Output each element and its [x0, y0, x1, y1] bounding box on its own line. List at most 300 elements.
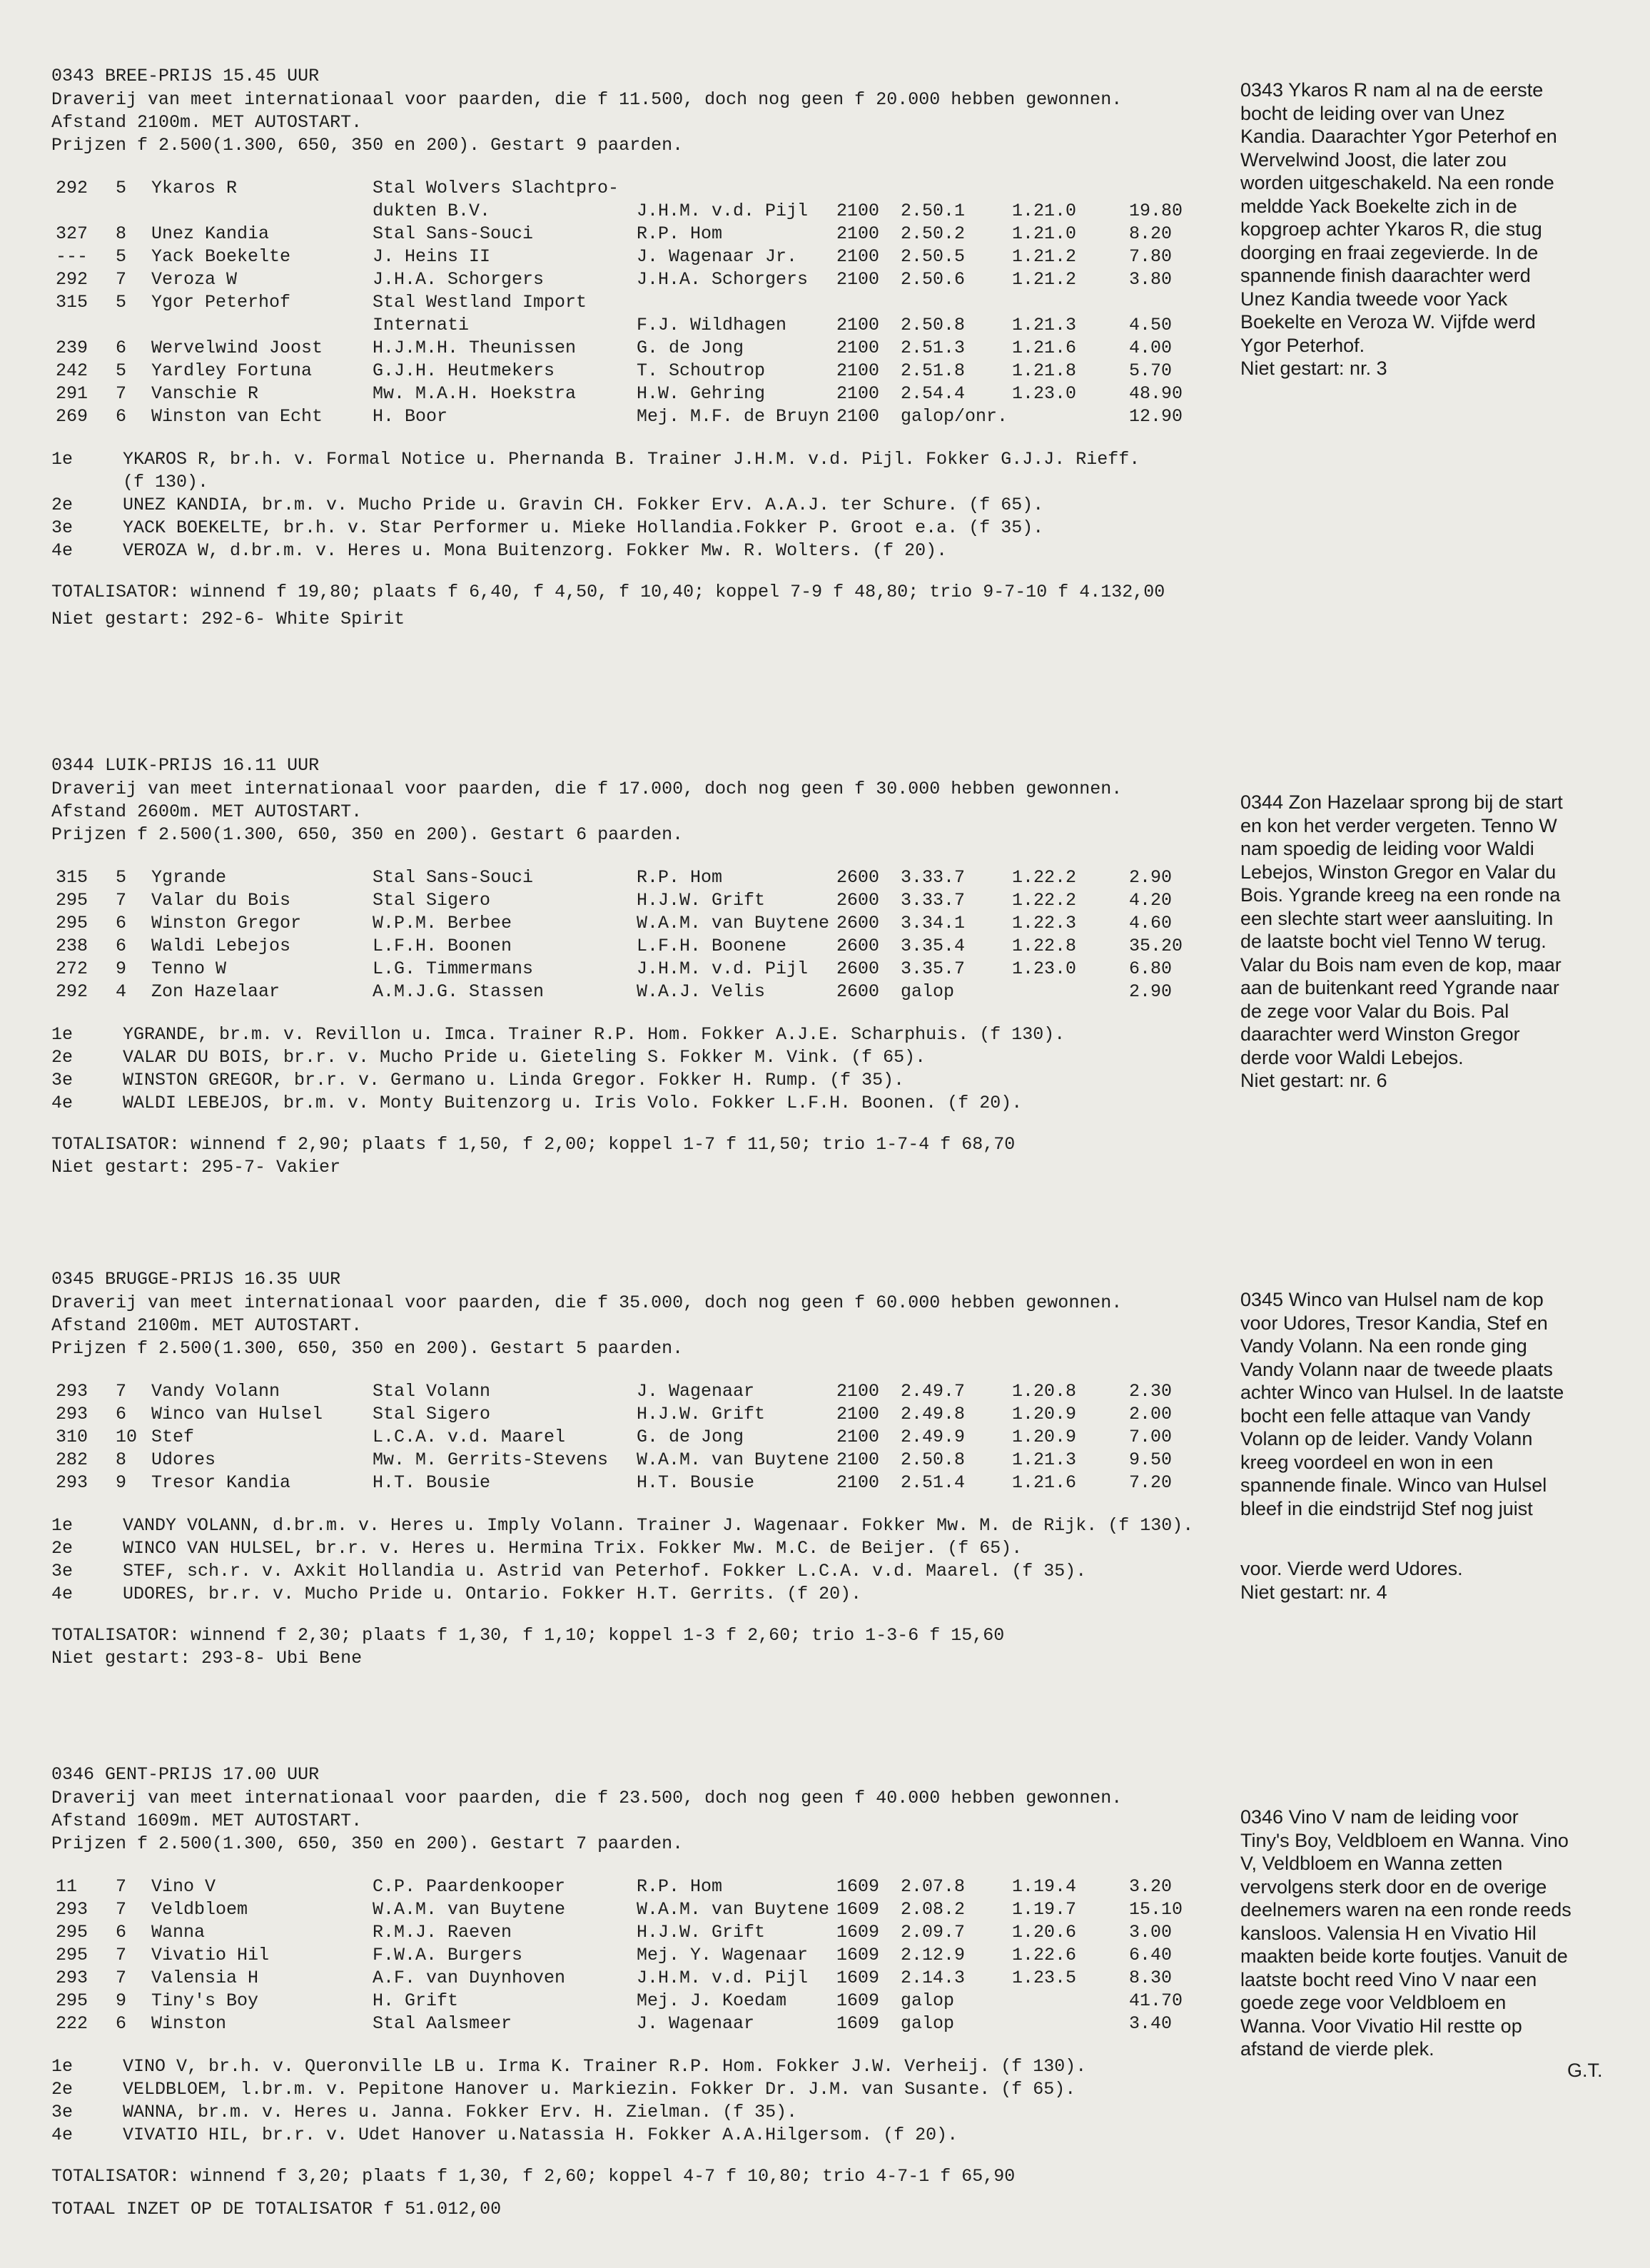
race-name: GENT-PRIJS	[105, 1764, 213, 1785]
cell-odds: 41.70	[1129, 1990, 1183, 2011]
cell-b: 5	[116, 178, 127, 198]
cell-horse: Udores	[151, 1449, 216, 1470]
cell-dist: 2100	[836, 1472, 880, 1493]
cell-t1: 2.08.2	[901, 1899, 966, 1920]
cell-driver: W.A.M. van Buytene	[637, 913, 830, 933]
cell-t1: 2.50.1	[901, 201, 966, 221]
cell-driver: H.T. Bousie	[637, 1472, 755, 1493]
cell-odds: 6.80	[1129, 958, 1173, 979]
cell-driver: G. de Jong	[637, 1427, 744, 1447]
cell-horse: Ygrande	[151, 867, 227, 888]
cell-t1: 2.50.6	[901, 269, 966, 290]
cell-b: 6	[116, 2013, 127, 2034]
cell-b: 7	[116, 1968, 127, 1988]
cell-a: 295	[56, 1922, 88, 1943]
table-row	[51, 889, 1222, 912]
cell-owner: L.F.H. Boonen	[373, 936, 512, 956]
cell-a: 292	[56, 981, 88, 1002]
cell-owner: R.M.J. Raeven	[373, 1922, 512, 1943]
cell-t2: 1.19.4	[1012, 1876, 1077, 1897]
placing-rank: 2e	[51, 2079, 74, 2100]
cell-driver: J. Wagenaar	[637, 1381, 755, 1402]
entries-table	[51, 1875, 1222, 2035]
cell-driver: F.J. Wildhagen	[637, 315, 787, 335]
cell-horse: Vanschie R	[151, 383, 259, 404]
cell-owner: H. Boor	[373, 406, 448, 427]
list-item	[51, 471, 1222, 494]
totalisator: TOTALISATOR: winnend f 3,20; plaats f 1,30, f 2,60; koppel 4-7 f 10,80; trio 4-7-1 f 65,90	[51, 2166, 1016, 2187]
list-item	[51, 1023, 1222, 1046]
cell-odds: 8.20	[1129, 223, 1173, 244]
cell-b: 6	[116, 1404, 127, 1424]
cell-driver: Mej. M.F. de Bruyn	[637, 406, 830, 427]
cell-a: 272	[56, 958, 88, 979]
cell-odds: 2.30	[1129, 1381, 1173, 1402]
race-0343	[51, 66, 1222, 631]
cell-t2: 1.21.6	[1012, 1472, 1077, 1493]
table-row	[51, 1380, 1222, 1403]
cell-b: 7	[116, 1381, 127, 1402]
race-time: 17.00	[223, 1764, 277, 1785]
placing-rank: 3e	[51, 2102, 74, 2122]
cell-owner: Stal Aalsmeer	[373, 2013, 512, 2034]
author-signature: G.T.	[1567, 2060, 1603, 2081]
list-item	[51, 2101, 1222, 2124]
table-row	[51, 1875, 1222, 1898]
table-row	[51, 177, 1222, 200]
cell-horse: Winston	[151, 2013, 227, 2034]
race-name: LUIK-PRIJS	[105, 755, 213, 776]
cell-driver: Mej. J. Koedam	[637, 1990, 787, 2011]
list-item	[51, 448, 1222, 471]
cell-t2: 1.23.0	[1012, 958, 1077, 979]
cell-driver: J.H.A. Schorgers	[637, 269, 809, 290]
totalisator: TOTALISATOR: winnend f 19,80; plaats f 6,40, f 4,50, f 10,40; koppel 7-9 f 48,80; trio 9-7-10 f 4.132,00	[51, 582, 1165, 602]
race-conditions: Draverij van meet internationaal voor paarden, die f 23.500, doch nog geen f 40.000 hebben gewonnen.	[51, 1788, 1123, 1808]
cell-b: 7	[116, 890, 127, 911]
cell-owner: H.J.M.H. Theunissen	[373, 338, 577, 358]
race-header	[51, 755, 1222, 778]
race-prizes: Prijzen f 2.500(1.300, 650, 350 en 200). Gestart 5 paarden.	[51, 1338, 684, 1359]
cell-dist: 2100	[836, 223, 880, 244]
cell-t1: 2.49.9	[901, 1427, 966, 1447]
cell-t1: 2.50.8	[901, 1449, 966, 1470]
cell-dist: 2600	[836, 958, 880, 979]
cell-t1: 2.12.9	[901, 1945, 966, 1965]
cell-owner: Stal Westland Import	[373, 292, 587, 313]
cell-b: 5	[116, 292, 127, 313]
placing-text: STEF, sch.r. v. Axkit Hollandia u. Astrid van Peterhof. Fokker L.C.A. v.d. Maarel. (f 35).	[123, 1561, 1087, 1581]
race-report-0345-continued: voor. Vierde werd Udores. Niet gestart: nr. 4	[1240, 1558, 1463, 1603]
race-header	[51, 1764, 1222, 1787]
entries-table	[51, 1380, 1222, 1494]
cell-owner: Internati	[373, 315, 470, 335]
cell-b: 6	[116, 406, 127, 427]
cell-driver: H.J.W. Grift	[637, 890, 766, 911]
cell-t1: 2.51.8	[901, 360, 966, 381]
cell-t2: 1.20.8	[1012, 1381, 1077, 1402]
cell-b: 6	[116, 913, 127, 933]
cell-dist: 1609	[836, 1876, 880, 1897]
table-row	[51, 866, 1222, 889]
cell-odds: 4.60	[1129, 913, 1173, 933]
cell-horse: Tresor Kandia	[151, 1472, 291, 1493]
cell-horse: Vino V	[151, 1876, 216, 1897]
race-name: BRUGGE-PRIJS	[105, 1269, 234, 1290]
cell-b: 6	[116, 338, 127, 358]
cell-owner: L.G. Timmermans	[373, 958, 534, 979]
cell-horse: Winston Gregor	[151, 913, 302, 933]
cell-driver: R.P. Hom	[637, 223, 723, 244]
cell-odds: 35.20	[1129, 936, 1183, 956]
cell-a: 293	[56, 1899, 88, 1920]
cell-dist: 2100	[836, 269, 880, 290]
table-row	[51, 360, 1222, 383]
cell-a: 315	[56, 292, 88, 313]
cell-a: 269	[56, 406, 88, 427]
cell-t2: 1.19.7	[1012, 1899, 1077, 1920]
cell-owner: J.H.A. Schorgers	[373, 269, 545, 290]
cell-dist: 1609	[836, 1945, 880, 1965]
list-item	[51, 2078, 1222, 2101]
cell-owner: Stal Sans-Souci	[373, 867, 534, 888]
cell-t2: 1.21.3	[1012, 1449, 1077, 1470]
table-row	[51, 314, 1222, 337]
cell-t1: 2.51.3	[901, 338, 966, 358]
cell-dist: 2100	[836, 246, 880, 267]
total-stake: TOTAAL INZET OP DE TOTALISATOR f 51.012,00	[51, 2199, 502, 2219]
cell-a: 292	[56, 178, 88, 198]
cell-t2: 1.21.2	[1012, 246, 1077, 267]
totalisator: TOTALISATOR: winnend f 2,90; plaats f 1,50, f 2,00; koppel 1-7 f 11,50; trio 1-7-4 f 68,70	[51, 1134, 1016, 1155]
cell-owner: dukten B.V.	[373, 201, 491, 221]
placing-text: VANDY VOLANN, d.br.m. v. Heres u. Imply Volann. Trainer J. Wagenaar. Fokker Mw. M. de Rijk. (f 130).	[123, 1515, 1194, 1536]
placing-rank: 2e	[51, 1047, 74, 1068]
table-row	[51, 958, 1222, 981]
cell-a: 292	[56, 269, 88, 290]
race-distance: Afstand 2100m. MET AUTOSTART.	[51, 112, 363, 133]
cell-t1: 2.54.4	[901, 383, 966, 404]
cell-dist: 2600	[836, 890, 880, 911]
cell-t2: 1.22.8	[1012, 936, 1077, 956]
cell-owner: J. Heins II	[373, 246, 491, 267]
cell-a: 293	[56, 1381, 88, 1402]
placing-rank: 4e	[51, 1093, 74, 1113]
table-row	[51, 200, 1222, 223]
cell-dist: 2100	[836, 315, 880, 335]
cell-odds: 9.50	[1129, 1449, 1173, 1470]
placings-list	[51, 2055, 1222, 2147]
race-prizes: Prijzen f 2.500(1.300, 650, 350 en 200). Gestart 6 paarden.	[51, 824, 684, 845]
cell-a: 310	[56, 1427, 88, 1447]
table-row	[51, 1990, 1222, 2013]
list-item	[51, 1583, 1222, 1606]
table-row	[51, 1944, 1222, 1967]
cell-a: 293	[56, 1404, 88, 1424]
placing-text: UDORES, br.r. v. Mucho Pride u. Ontario. Fokker H.T. Gerrits. (f 20).	[123, 1584, 862, 1604]
cell-a: 315	[56, 867, 88, 888]
cell-t1: 3.33.7	[901, 890, 966, 911]
table-row	[51, 1426, 1222, 1449]
table-row	[51, 405, 1222, 428]
cell-odds: 12.90	[1129, 406, 1183, 427]
placing-rank: 1e	[51, 1024, 74, 1045]
table-row	[51, 383, 1222, 405]
cell-b: 9	[116, 958, 127, 979]
list-item	[51, 517, 1222, 540]
cell-t1: galop/onr.	[901, 406, 1008, 427]
cell-owner: Stal Sans-Souci	[373, 223, 534, 244]
cell-horse: Tiny's Boy	[151, 1990, 259, 2011]
cell-dist: 1609	[836, 1990, 880, 2011]
cell-t1: 2.14.3	[901, 1968, 966, 1988]
table-row	[51, 1449, 1222, 1472]
cell-horse: Veroza W	[151, 269, 238, 290]
cell-t2: 1.23.5	[1012, 1968, 1077, 1988]
placing-text: VALAR DU BOIS, br.r. v. Mucho Pride u. Gieteling S. Fokker M. Vink. (f 65).	[123, 1047, 926, 1068]
cell-dist: 2100	[836, 383, 880, 404]
cell-dist: 2100	[836, 201, 880, 221]
cell-odds: 3.00	[1129, 1922, 1173, 1943]
placing-text: WINSTON GREGOR, br.r. v. Germano u. Linda Gregor. Fokker H. Rump. (f 35).	[123, 1070, 905, 1090]
cell-horse: Valensia H	[151, 1968, 259, 1988]
cell-t1: 2.50.2	[901, 223, 966, 244]
race-time-unit: UUR	[308, 1269, 341, 1290]
race-distance: Afstand 2100m. MET AUTOSTART.	[51, 1315, 363, 1336]
placing-text: YKAROS R, br.h. v. Formal Notice u. Phernanda B. Trainer J.H.M. v.d. Pijl. Fokker G.J.J. Rieff.	[123, 449, 1140, 470]
cell-horse: Zon Hazelaar	[151, 981, 280, 1002]
cell-a: 293	[56, 1472, 88, 1493]
cell-a: 295	[56, 1990, 88, 2011]
race-report-0343: 0343 Ykaros R nam al na de eerste bocht de leiding over van Unez Kandia. Daarachter Ygor Peterhof en Wervelwind Joost, die later zou worden uitgeschakeld. Na een ronde meldde Yack Boekelte zich in de kopgroep achter Ykaros R, die stug doorging en fraai zegevierde. In de spannende finish daarachter werd Unez Kandia tweede voor Yack Boekelte en Veroza W. Vijfde werd Ygor Peterhof. Niet gestart: nr. 3	[1240, 79, 1557, 379]
placing-rank: 4e	[51, 1584, 74, 1604]
cell-odds: 6.40	[1129, 1945, 1173, 1965]
race-time: 15.45	[223, 66, 277, 86]
cell-dist: 1609	[836, 1968, 880, 1988]
cell-t2: 1.22.2	[1012, 890, 1077, 911]
cell-odds: 8.30	[1129, 1968, 1173, 1988]
cell-t1: 2.50.8	[901, 315, 966, 335]
cell-b: 7	[116, 1899, 127, 1920]
cell-t1: 3.35.7	[901, 958, 966, 979]
cell-driver: L.F.H. Boonene	[637, 936, 787, 956]
placing-rank: 4e	[51, 2125, 74, 2145]
list-item	[51, 1537, 1222, 1560]
cell-t1: 2.51.4	[901, 1472, 966, 1493]
cell-odds: 3.40	[1129, 2013, 1173, 2034]
cell-t2: 1.21.6	[1012, 338, 1077, 358]
cell-t2: 1.20.9	[1012, 1427, 1077, 1447]
placing-text: VEROZA W, d.br.m. v. Heres u. Mona Buitenzorg. Fokker Mw. R. Wolters. (f 20).	[123, 540, 948, 561]
list-item	[51, 1069, 1222, 1092]
race-report-0345: 0345 Winco van Hulsel nam de kop voor Udores, Tresor Kandia, Stef en Vandy Volann. Na een ronde ging Vandy Volann naar de tweede plaats achter Winco van Hulsel. In de laatste bocht een felle attaque van Vandy Volann op de leider. Vandy Volann kreeg voordeel en won in een spannende finale. Winco van Hulsel bleef in die eindstrijd Stef nog juist	[1240, 1289, 1564, 1519]
cell-owner: L.C.A. v.d. Maarel	[373, 1427, 566, 1447]
race-distance: Afstand 1609m. MET AUTOSTART.	[51, 1811, 363, 1831]
cell-driver: W.A.M. van Buytene	[637, 1899, 830, 1920]
cell-a: 327	[56, 223, 88, 244]
placing-text: YACK BOEKELTE, br.h. v. Star Performer u. Mieke Hollandia.Fokker P. Groot e.a. (f 35).	[123, 517, 1044, 538]
cell-t1: 2.49.7	[901, 1381, 966, 1402]
cell-t1: 3.34.1	[901, 913, 966, 933]
cell-horse: Valar du Bois	[151, 890, 291, 911]
race-number: 0344	[51, 755, 95, 776]
table-row	[51, 1898, 1222, 1921]
cell-dist: 2600	[836, 867, 880, 888]
cell-t2: 1.22.3	[1012, 913, 1077, 933]
cell-horse: Tenno W	[151, 958, 227, 979]
cell-owner: W.P.M. Berbee	[373, 913, 512, 933]
race-conditions: Draverij van meet internationaal voor paarden, die f 11.500, doch nog geen f 20.000 hebben gewonnen.	[51, 89, 1123, 110]
cell-t2: 1.23.0	[1012, 383, 1077, 404]
not-started: Niet gestart: 293-8- Ubi Bene	[51, 1648, 363, 1669]
cell-horse: Veldbloem	[151, 1899, 248, 1920]
table-row	[51, 291, 1222, 314]
entries-table	[51, 866, 1222, 1003]
cell-odds: 2.00	[1129, 1404, 1173, 1424]
cell-dist: 2100	[836, 360, 880, 381]
cell-t1: 2.49.8	[901, 1404, 966, 1424]
cell-b: 6	[116, 936, 127, 956]
table-row	[51, 912, 1222, 935]
placing-text: VELDBLOEM, l.br.m. v. Pepitone Hanover u. Markiezin. Fokker Dr. J.M. van Susante. (f 65).	[123, 2079, 1076, 2100]
placing-text: (f 130).	[123, 472, 209, 492]
cell-a: 11	[56, 1876, 78, 1897]
race-time-unit: UUR	[287, 66, 320, 86]
list-item	[51, 1092, 1222, 1115]
cell-a: ---	[56, 246, 88, 267]
cell-b: 6	[116, 1922, 127, 1943]
cell-dist: 2100	[836, 1449, 880, 1470]
race-distance: Afstand 2600m. MET AUTOSTART.	[51, 801, 363, 822]
cell-horse: Unez Kandia	[151, 223, 270, 244]
cell-a: 291	[56, 383, 88, 404]
cell-owner: H. Grift	[373, 1990, 459, 2011]
race-0346	[51, 1764, 1222, 2221]
cell-driver: T. Schoutrop	[637, 360, 766, 381]
cell-b: 4	[116, 981, 127, 1002]
race-time: 16.11	[223, 755, 277, 776]
placings-list	[51, 448, 1222, 562]
placing-rank: 4e	[51, 540, 74, 561]
cell-a: 293	[56, 1968, 88, 1988]
list-item	[51, 1514, 1222, 1537]
cell-b: 7	[116, 269, 127, 290]
placing-rank: 3e	[51, 1561, 74, 1581]
cell-owner: A.F. van Duynhoven	[373, 1968, 566, 1988]
cell-driver: R.P. Hom	[637, 1876, 723, 1897]
cell-dist: 1609	[836, 1899, 880, 1920]
list-item	[51, 540, 1222, 562]
cell-odds: 5.70	[1129, 360, 1173, 381]
list-item	[51, 1560, 1222, 1583]
cell-owner: Mw. M. Gerrits-Stevens	[373, 1449, 609, 1470]
table-row	[51, 2013, 1222, 2035]
cell-t1: 3.33.7	[901, 867, 966, 888]
placing-text: WANNA, br.m. v. Heres u. Janna. Fokker Erv. H. Zielman. (f 35).	[123, 2102, 798, 2122]
cell-odds: 2.90	[1129, 981, 1173, 1002]
placing-text: VIVATIO HIL, br.r. v. Udet Hanover u.Natassia H. Fokker A.A.Hilgersom. (f 20).	[123, 2125, 958, 2145]
placing-rank: 1e	[51, 449, 74, 470]
table-row	[51, 1967, 1222, 1990]
list-item	[51, 2055, 1222, 2078]
cell-a: 282	[56, 1449, 88, 1470]
cell-t2: 1.21.0	[1012, 223, 1077, 244]
placings-list	[51, 1514, 1222, 1606]
table-row	[51, 1921, 1222, 1944]
cell-owner: H.T. Bousie	[373, 1472, 491, 1493]
cell-odds: 4.20	[1129, 890, 1173, 911]
cell-dist: 1609	[836, 1922, 880, 1943]
table-row	[51, 268, 1222, 291]
cell-dist: 2100	[836, 406, 880, 427]
cell-dist: 2600	[836, 913, 880, 933]
cell-b: 7	[116, 383, 127, 404]
cell-a: 295	[56, 890, 88, 911]
cell-driver: H.J.W. Grift	[637, 1404, 766, 1424]
cell-t1: galop	[901, 981, 955, 1002]
cell-horse: Ykaros R	[151, 178, 238, 198]
cell-t1: 3.35.4	[901, 936, 966, 956]
cell-odds: 19.80	[1129, 201, 1183, 221]
cell-t2: 1.21.8	[1012, 360, 1077, 381]
race-number: 0346	[51, 1764, 95, 1785]
placing-text: UNEZ KANDIA, br.m. v. Mucho Pride u. Gravin CH. Fokker Erv. A.A.J. ter Schure. (f 65).	[123, 495, 1044, 515]
cell-t1: 2.09.7	[901, 1922, 966, 1943]
cell-dist: 2600	[836, 981, 880, 1002]
race-conditions: Draverij van meet internationaal voor paarden, die f 17.000, doch nog geen f 30.000 hebben gewonnen.	[51, 779, 1123, 799]
cell-driver: J.H.M. v.d. Pijl	[637, 958, 809, 979]
cell-t2: 1.20.9	[1012, 1404, 1077, 1424]
race-0344	[51, 755, 1222, 1179]
cell-owner: W.A.M. van Buytene	[373, 1899, 566, 1920]
cell-a: 242	[56, 360, 88, 381]
race-time: 16.35	[244, 1269, 298, 1290]
totalisator: TOTALISATOR: winnend f 2,30; plaats f 1,30, f 1,10; koppel 1-3 f 2,60; trio 1-3-6 f 15,60	[51, 1625, 1005, 1646]
cell-owner: Stal Volann	[373, 1381, 491, 1402]
cell-driver: J. Wagenaar Jr.	[637, 246, 798, 267]
placing-rank: 2e	[51, 1538, 74, 1559]
cell-odds: 48.90	[1129, 383, 1183, 404]
cell-b: 8	[116, 223, 127, 244]
cell-horse: Yack Boekelte	[151, 246, 291, 267]
cell-t2: 1.22.6	[1012, 1945, 1077, 1965]
cell-dist: 2100	[836, 1381, 880, 1402]
cell-b: 8	[116, 1449, 127, 1470]
race-name: BREE-PRIJS	[105, 66, 213, 86]
race-prizes: Prijzen f 2.500(1.300, 650, 350 en 200). Gestart 7 paarden.	[51, 1833, 684, 1854]
entries-table	[51, 177, 1222, 428]
race-0345	[51, 1269, 1222, 1670]
cell-t2: 1.21.2	[1012, 269, 1077, 290]
race-header	[51, 1269, 1222, 1292]
placing-text: WALDI LEBEJOS, br.m. v. Monty Buitenzorg u. Iris Volo. Fokker L.F.H. Boonen. (f 20).	[123, 1093, 1023, 1113]
race-header	[51, 66, 1222, 88]
race-prizes: Prijzen f 2.500(1.300, 650, 350 en 200). Gestart 9 paarden.	[51, 135, 684, 156]
cell-dist: 2100	[836, 338, 880, 358]
cell-owner: G.J.H. Heutmekers	[373, 360, 555, 381]
cell-b: 10	[116, 1427, 138, 1447]
cell-owner: Stal Sigero	[373, 1404, 491, 1424]
table-row	[51, 245, 1222, 268]
cell-horse: Vandy Volann	[151, 1381, 280, 1402]
cell-t1: 2.50.5	[901, 246, 966, 267]
cell-b: 5	[116, 360, 127, 381]
cell-odds: 7.20	[1129, 1472, 1173, 1493]
cell-owner: Mw. M.A.H. Hoekstra	[373, 383, 577, 404]
table-row	[51, 1472, 1222, 1494]
cell-b: 9	[116, 1472, 127, 1493]
cell-a: 239	[56, 338, 88, 358]
